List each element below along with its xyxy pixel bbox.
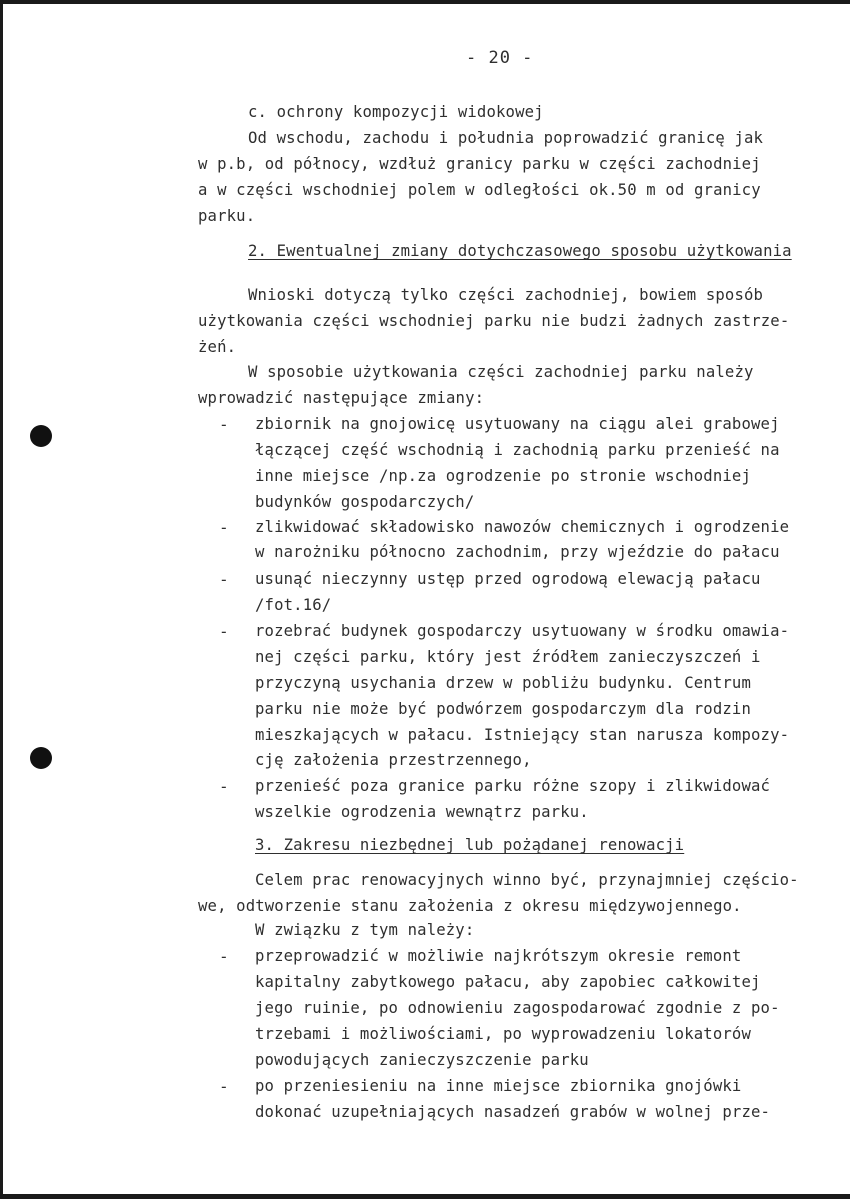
bullet-dash: -: [219, 947, 229, 966]
section-c-heading: c. ochrony kompozycji widokowej: [248, 103, 544, 121]
text-line: Od wschodu, zachodu i południa poprowadzić granicę jak: [248, 129, 764, 147]
page-edge-bottom: [0, 1194, 850, 1199]
text-line: W sposobie użytkowania części zachodniej parku należy: [248, 363, 754, 381]
text-line: wprowadzić następujące zmiany:: [198, 389, 485, 407]
text-line: a w części wschodniej polem w odległości ok.50 m od granicy: [198, 181, 761, 199]
list-item-line: /fot.16/: [255, 596, 332, 614]
text-line: użytkowania części wschodniej parku nie budzi żadnych zastrze-: [198, 312, 790, 330]
list-item-line: przyczyną usychania drzew w pobliżu budynku. Centrum: [255, 674, 751, 692]
list-item-line: przenieść poza granice parku różne szopy i zlikwidować: [255, 777, 771, 795]
page-edge-top: [0, 0, 850, 4]
list-item-line: nej części parku, który jest źródłem zanieczyszczeń i: [255, 648, 761, 666]
list-item-line: zbiornik na gnojowicę usytuowany na ciągu alei grabowej: [255, 415, 780, 433]
punch-hole-lower: [30, 747, 52, 769]
list-item-line: kapitalny zabytkowego pałacu, aby zapobiec całkowitej: [255, 973, 761, 991]
list-item-line: trzebami i możliwościami, po wyprowadzeniu lokatorów: [255, 1025, 751, 1043]
text-line: parku.: [198, 207, 256, 225]
bullet-dash: -: [219, 415, 229, 434]
list-item-line: mieszkających w pałacu. Istniejący stan narusza kompozy-: [255, 726, 790, 744]
list-item-line: budynków gospodarczych/: [255, 493, 475, 511]
list-item-line: wszelkie ogrodzenia wewnątrz parku.: [255, 803, 589, 821]
text-line: we, odtworzenie stanu założenia z okresu międzywojennego.: [198, 897, 742, 915]
list-item-line: dokonać uzupełniających nasadzeń grabów w wolnej prze-: [255, 1103, 771, 1121]
punch-hole-upper: [30, 425, 52, 447]
page-edge-left: [0, 0, 3, 1199]
list-item-line: inne miejsce /np.za ogrodzenie po stronie wschodniej: [255, 467, 751, 485]
list-item-line: w narożniku północno zachodnim, przy wjeździe do pałacu: [255, 543, 780, 561]
section-2-heading: 2. Ewentualnej zmiany dotychczasowego sposobu użytkowania: [248, 242, 792, 260]
bullet-dash: -: [219, 777, 229, 796]
text-line: W związku z tym należy:: [255, 921, 475, 939]
list-item-line: przeprowadzić w możliwie najkrótszym okresie remont: [255, 947, 742, 965]
list-item-line: po przeniesieniu na inne miejsce zbiornika gnojówki: [255, 1077, 742, 1095]
list-item-line: zlikwidować składowisko nawozów chemicznych i ogrodzenie: [255, 518, 790, 536]
list-item-line: łączącej część wschodnią i zachodnią parku przenieść na: [255, 441, 780, 459]
list-item-line: powodujących zanieczyszczenie parku: [255, 1051, 589, 1069]
section-3-heading: 3. Zakresu niezbędnej lub pożądanej renowacji: [255, 836, 685, 854]
list-item-line: rozebrać budynek gospodarczy usytuowany w środku omawia-: [255, 622, 790, 640]
bullet-dash: -: [219, 1077, 229, 1096]
list-item-line: parku nie może być podwórzem gospodarczym dla rodzin: [255, 700, 751, 718]
list-item-line: usunąć nieczynny ustęp przed ogrodową elewacją pałacu: [255, 570, 761, 588]
bullet-dash: -: [219, 518, 229, 537]
bullet-dash: -: [219, 570, 229, 589]
bullet-dash: -: [219, 622, 229, 641]
text-line: w p.b, od północy, wzdłuż granicy parku w części zachodniej: [198, 155, 761, 173]
list-item-line: cję założenia przestrzennego,: [255, 751, 532, 769]
text-line: Celem prac renowacyjnych winno być, przynajmniej częścio-: [255, 871, 799, 889]
text-line: żeń.: [198, 338, 237, 356]
text-line: Wnioski dotyczą tylko części zachodniej, bowiem sposób: [248, 286, 764, 304]
list-item-line: jego ruinie, po odnowieniu zagospodarować zgodnie z po-: [255, 999, 780, 1017]
page-number: - 20 -: [466, 48, 534, 68]
